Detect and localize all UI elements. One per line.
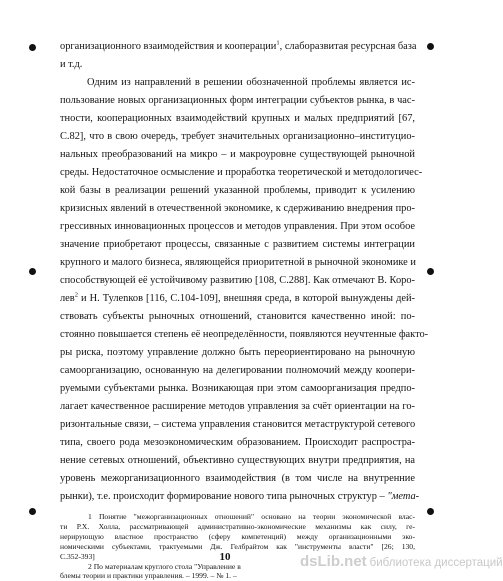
margin-bullet-icon [29, 268, 36, 275]
text-line: лагает качественное расширение методов управления за счёт ориентации на го- [60, 401, 415, 412]
text-line: лев$^2$ и Н. Тулenков [116, С.104-109], внешняя среда, в которой вынуждены дей- [60, 291, 415, 304]
margin-bullet-icon [29, 508, 36, 515]
text-line: пользование новых организационных форм интеграции субъектов рынка, в час- [60, 95, 415, 106]
text-line: тности, кооперационных взаимодействий крупных и малых предприятий [67, [60, 113, 415, 124]
text-line: самоорганизацию, основанную на делегировании полномочий между коопери- [60, 365, 415, 376]
margin-bullet-icon [29, 44, 36, 51]
text-line: значение приобретают процессы, связанные с развитием системы интеграции [60, 239, 415, 250]
text-line: ры риска, поэтому управление должно быть переориентировано на рыночную [60, 347, 415, 358]
footnote-line: нерирующую властное пространство (сферу компетенций) между организационными эко- [60, 532, 415, 541]
footnote-line: С.352-393] [60, 552, 95, 561]
text-line: типа, своего рода мезоэкономическим образованием. Происходит распростра- [60, 437, 415, 448]
watermark [300, 553, 503, 575]
text-line: организационного взаимодействия и кооперации$^1$, слаборазвитая ресурсная база [60, 39, 417, 52]
page-number: 10 [219, 551, 231, 563]
text-line: крупного и малого бизнеса, являющейся приоритетной в рыночной экономике и [60, 257, 416, 268]
text-line: нение сетевых отношений, объективно существующих внутри предприятия, на [60, 455, 415, 466]
text-line: грессивных инновационных процессов и методов управления. При этом особое [60, 221, 415, 232]
text-line: кой базы в реализации решений указанной проблемы, приводит к усилению [60, 185, 415, 196]
margin-bullet-icon [427, 268, 434, 275]
footnote-line: блемы теории и практики управления. – 1999. – № 1. – [60, 571, 237, 580]
margin-bullet-icon [427, 508, 434, 515]
footnote-line: 2 По материалам круглого стола "Управление в [88, 562, 241, 571]
watermark-label: библиотека диссертаций [369, 557, 503, 569]
text-line: ризонтальные связи, – система управления становится метаструктурой сетевого [60, 419, 416, 430]
text-line: рынки), т.е. происходит формирование нового типа рыночных структур – "мета- [60, 491, 420, 502]
text-line: стоянно повышается степень её неопределённости, появляются неучтенные факто- [60, 329, 429, 340]
text-line: кризисных явлений в отечественной экономике, к сдерживанию внедрения про- [60, 203, 415, 214]
text-line: уровень межорганизационного взаимодействия (в том числе на внутренние [60, 473, 415, 484]
footnote-line: 1 Понятие "межорганизационных отношений" основано на теории экономической влас- [88, 512, 415, 521]
text-line: руемыми субъектами рынка. Возникающая при этом самоорганизация предпо- [60, 383, 415, 394]
footnote-line: номическими субъектами, трактуемыми Дж. Гелбрайтом как "инструменты власти" [26; 130, [60, 542, 415, 551]
watermark-brand: dsLib.net [300, 553, 367, 570]
text-line: нальных преобразований на микро – и макроуровне существующей рыночной [60, 149, 415, 160]
text-line: Одним из направлений в решении обозначенной проблемы является ис- [87, 77, 415, 88]
text-line: и т.д. [60, 59, 83, 70]
text-line: ствовать субъекты рыночных отношений, становится качественно иной: по- [60, 311, 415, 322]
text-line: способствующей её устойчивому развитию [108, С.288]. Как отмечают В. Коро- [60, 275, 415, 286]
text-line: С.82], что в свою очередь, требует значительных организационно–институцио- [60, 131, 415, 142]
text-line: среды. Недостаточное осмысление и проработка теоретической и методологичес- [60, 167, 423, 178]
margin-bullet-icon [427, 43, 434, 50]
footnote-line: ти Р.Х. Холла, рассматривающей административно-экономические механизмы как силу, ге- [60, 522, 415, 531]
